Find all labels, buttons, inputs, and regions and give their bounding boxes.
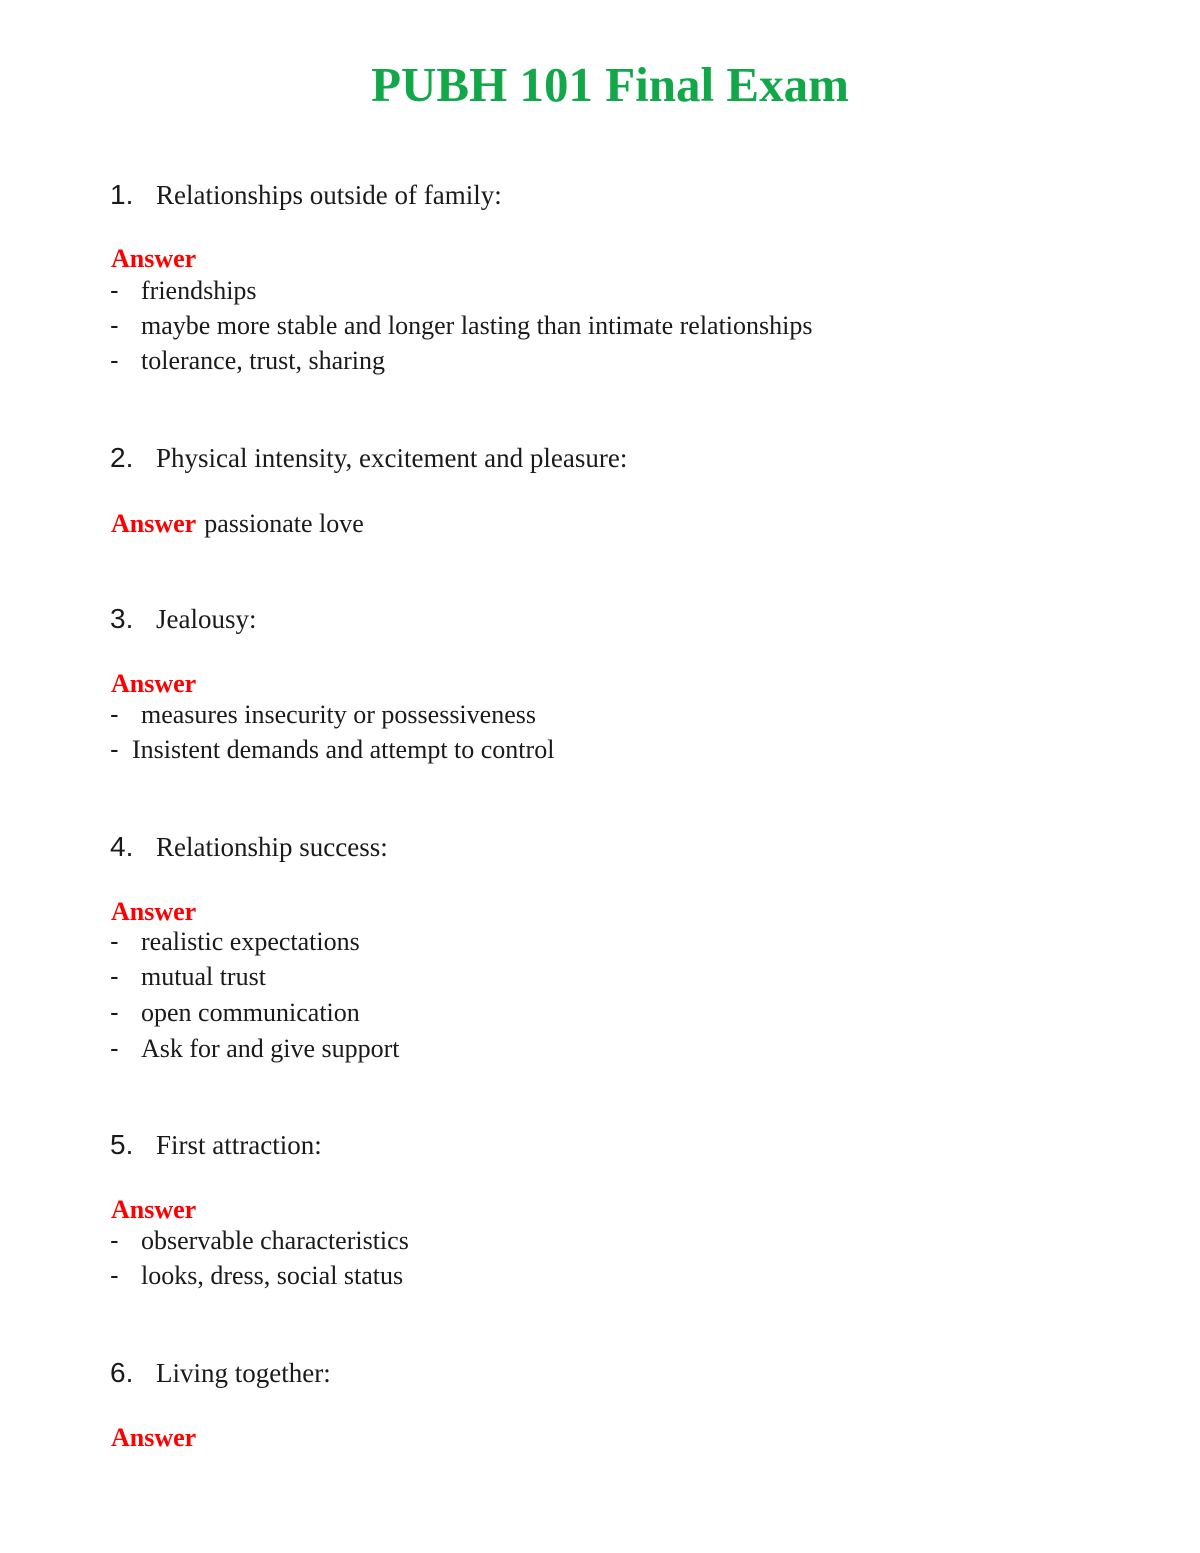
- dash-icon: -: [110, 699, 119, 729]
- answer-label: Answer: [111, 897, 197, 926]
- dash-icon: -: [110, 310, 119, 340]
- question-number: 1.: [110, 179, 134, 210]
- question-number: 3.: [110, 603, 134, 634]
- answer-label: Answer: [111, 509, 197, 538]
- answer-bullet: [110, 1033, 400, 1064]
- answer-label-inline: [111, 508, 364, 539]
- answer-bullet: [110, 310, 813, 341]
- question-text: Jealousy:: [156, 604, 257, 634]
- question-6: [110, 1356, 331, 1390]
- answer-bullet: [110, 926, 360, 957]
- answer-label: Answer: [111, 1195, 197, 1224]
- question-number: 5.: [110, 1129, 134, 1160]
- dash-icon: -: [110, 345, 119, 375]
- bullet-text: observable characteristics: [141, 1226, 409, 1255]
- page-title: PUBH 101 Final Exam: [371, 57, 849, 112]
- question-2: [110, 441, 627, 475]
- question-3: [110, 602, 257, 636]
- bullet-text: looks, dress, social status: [141, 1261, 404, 1290]
- answer-bullet: [110, 961, 266, 992]
- question-number: 2.: [110, 442, 134, 473]
- question-text: Living together:: [156, 1358, 331, 1388]
- bullet-text: Ask for and give support: [141, 1034, 400, 1063]
- answer-label: Answer: [111, 669, 197, 698]
- question-text: First attraction:: [156, 1130, 322, 1160]
- inline-answer-text: passionate love: [204, 509, 364, 538]
- bullet-text: tolerance, trust, sharing: [141, 346, 386, 375]
- question-number: 6.: [110, 1357, 134, 1388]
- question-text: Relationship success:: [156, 832, 388, 862]
- bullet-text: realistic expectations: [141, 927, 360, 956]
- dash-icon: -: [110, 961, 119, 991]
- answer-bullet: [110, 734, 554, 765]
- dash-icon: -: [110, 1225, 119, 1255]
- dash-icon: -: [110, 1033, 119, 1063]
- answer-bullet: [110, 345, 385, 376]
- dash-icon: -: [110, 997, 119, 1027]
- dash-icon: -: [110, 734, 119, 764]
- answer-bullet: [110, 275, 257, 306]
- question-1: [110, 178, 502, 212]
- answer-bullet: [110, 997, 360, 1028]
- bullet-text: mutual trust: [141, 962, 266, 991]
- dash-icon: -: [110, 926, 119, 956]
- bullet-text: measures insecurity or possessiveness: [141, 700, 536, 729]
- bullet-text: friendships: [141, 276, 257, 305]
- bullet-text: maybe more stable and longer lasting than intimate relationships: [141, 311, 813, 340]
- bullet-text: Insistent demands and attempt to control: [132, 735, 555, 764]
- dash-icon: -: [110, 275, 119, 305]
- answer-bullet: [110, 699, 536, 730]
- answer-label: Answer: [111, 244, 197, 273]
- question-5: [110, 1128, 322, 1162]
- question-4: [110, 830, 388, 864]
- answer-bullet: [110, 1260, 403, 1291]
- bullet-text: open communication: [141, 998, 360, 1027]
- question-number: 4.: [110, 831, 134, 862]
- question-text: Relationships outside of family:: [156, 180, 502, 210]
- answer-label: Answer: [111, 1423, 197, 1452]
- answer-bullet: [110, 1225, 409, 1256]
- question-text: Physical intensity, excitement and pleasure:: [156, 443, 628, 473]
- dash-icon: -: [110, 1260, 119, 1290]
